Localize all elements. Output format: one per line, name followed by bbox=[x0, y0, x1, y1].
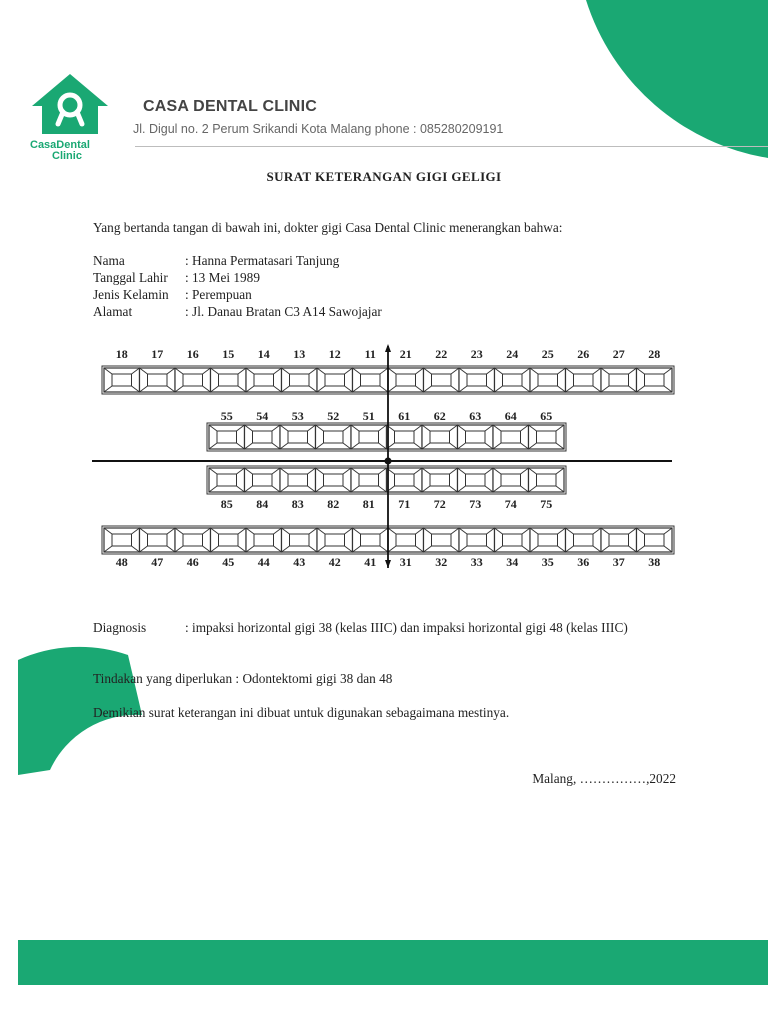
tooth-44 bbox=[246, 528, 282, 552]
tooth-number-label: 42 bbox=[328, 555, 341, 569]
tooth-27 bbox=[601, 368, 637, 392]
tooth-number-label: 35 bbox=[541, 555, 554, 569]
field-label: Alamat bbox=[93, 304, 133, 319]
tooth-52 bbox=[316, 425, 352, 449]
tooth-72 bbox=[422, 468, 458, 492]
tooth-number-label: 27 bbox=[612, 347, 625, 361]
tooth-75 bbox=[529, 468, 565, 492]
field-value: : Hanna Permatasari Tanjung bbox=[185, 253, 340, 268]
tooth-32 bbox=[424, 528, 460, 552]
tooth-number-label: 36 bbox=[577, 555, 590, 569]
diagnosis-text bbox=[93, 620, 683, 636]
tooth-number-label: 24 bbox=[506, 347, 519, 361]
tooth-number-label: 34 bbox=[506, 555, 519, 569]
field-label: Tanggal Lahir bbox=[93, 270, 168, 285]
tooth-number-label: 84 bbox=[256, 497, 269, 511]
diagnosis-label: Diagnosis bbox=[93, 620, 147, 635]
tooth-71 bbox=[387, 468, 423, 492]
tooth-84 bbox=[245, 468, 281, 492]
tooth-34 bbox=[495, 528, 531, 552]
field-value: : Perempuan bbox=[185, 287, 252, 302]
tooth-33 bbox=[459, 528, 495, 552]
tooth-number-label: 52 bbox=[327, 409, 340, 423]
tooth-17 bbox=[140, 368, 176, 392]
tooth-number-label: 74 bbox=[504, 497, 517, 511]
tooth-13 bbox=[282, 368, 318, 392]
tooth-25 bbox=[530, 368, 566, 392]
tooth-number-label: 37 bbox=[612, 555, 625, 569]
field-label: Jenis Kelamin bbox=[93, 287, 169, 302]
tooth-36 bbox=[566, 528, 602, 552]
tooth-42 bbox=[317, 528, 353, 552]
tooth-73 bbox=[458, 468, 494, 492]
tooth-number-label: 55 bbox=[220, 409, 233, 423]
field-row bbox=[93, 270, 260, 286]
tooth-number-label: 17 bbox=[151, 347, 164, 361]
tooth-81 bbox=[351, 468, 387, 492]
tooth-number-label: 43 bbox=[293, 555, 306, 569]
tooth-number-label: 71 bbox=[398, 497, 411, 511]
tooth-82 bbox=[316, 468, 352, 492]
tooth-47 bbox=[140, 528, 176, 552]
tooth-51 bbox=[351, 425, 387, 449]
tooth-number-label: 75 bbox=[540, 497, 553, 511]
tooth-43 bbox=[282, 528, 318, 552]
tooth-83 bbox=[280, 468, 316, 492]
tooth-62 bbox=[422, 425, 458, 449]
tooth-number-label: 64 bbox=[504, 409, 517, 423]
tooth-46 bbox=[175, 528, 211, 552]
tooth-number-label: 16 bbox=[186, 347, 199, 361]
top-right-arc bbox=[586, 0, 768, 158]
treatment-value: : Odontektomi gigi 38 dan 48 bbox=[232, 671, 393, 686]
tooth-45 bbox=[211, 528, 247, 552]
logo-line-2: Clinic bbox=[52, 150, 82, 162]
tooth-38 bbox=[637, 528, 673, 552]
tooth-number-label: 48 bbox=[115, 555, 128, 569]
tooth-number-label: 61 bbox=[398, 409, 411, 423]
place-date: Malang, ……………,2022 bbox=[532, 771, 676, 786]
tooth-number-label: 44 bbox=[257, 555, 270, 569]
tooth-number-label: 28 bbox=[648, 347, 661, 361]
tooth-14 bbox=[246, 368, 282, 392]
tooth-number-label: 41 bbox=[364, 555, 377, 569]
tooth-16 bbox=[175, 368, 211, 392]
tooth-74 bbox=[493, 468, 529, 492]
tooth-21 bbox=[388, 368, 424, 392]
tooth-number-label: 45 bbox=[222, 555, 235, 569]
tooth-number-label: 22 bbox=[435, 347, 448, 361]
field-label: Nama bbox=[93, 253, 125, 268]
tooth-number-label: 54 bbox=[256, 409, 269, 423]
tooth-48 bbox=[104, 528, 140, 552]
treatment-text bbox=[93, 671, 392, 687]
tooth-54 bbox=[245, 425, 281, 449]
tooth-65 bbox=[529, 425, 565, 449]
tooth-12 bbox=[317, 368, 353, 392]
tooth-number-label: 51 bbox=[362, 409, 375, 423]
tooth-37 bbox=[601, 528, 637, 552]
tooth-number-label: 23 bbox=[470, 347, 483, 361]
tooth-number-label: 73 bbox=[469, 497, 482, 511]
midline-center-dot bbox=[385, 458, 392, 465]
header-divider bbox=[135, 146, 768, 147]
clinic-logo-icon bbox=[28, 72, 112, 142]
tooth-63 bbox=[458, 425, 494, 449]
arrow-down-icon bbox=[385, 560, 391, 568]
tooth-number-label: 14 bbox=[257, 347, 270, 361]
tooth-number-label: 33 bbox=[470, 555, 483, 569]
tooth-number-label: 85 bbox=[220, 497, 233, 511]
tooth-11 bbox=[353, 368, 389, 392]
tooth-85 bbox=[209, 468, 245, 492]
tooth-number-label: 31 bbox=[399, 555, 412, 569]
tooth-41 bbox=[353, 528, 389, 552]
tooth-26 bbox=[566, 368, 602, 392]
field-value: : Jl. Danau Bratan C3 A14 Sawojajar bbox=[185, 304, 382, 319]
tooth-number-label: 15 bbox=[222, 347, 235, 361]
tooth-35 bbox=[530, 528, 566, 552]
tooth-24 bbox=[495, 368, 531, 392]
tooth-number-label: 32 bbox=[435, 555, 448, 569]
tooth-number-label: 18 bbox=[115, 347, 128, 361]
tooth-number-label: 13 bbox=[293, 347, 306, 361]
tooth-number-label: 47 bbox=[151, 555, 164, 569]
tooth-number-label: 53 bbox=[291, 409, 304, 423]
tooth-number-label: 38 bbox=[648, 555, 661, 569]
field-row bbox=[93, 253, 339, 269]
closing-text: Demikian surat keterangan ini dibuat untuk digunakan sebagaimana mestinya. bbox=[93, 705, 510, 720]
tooth-number-label: 82 bbox=[327, 497, 340, 511]
tooth-number-label: 65 bbox=[540, 409, 553, 423]
tooth-28 bbox=[637, 368, 673, 392]
tooth-23 bbox=[459, 368, 495, 392]
field-row bbox=[93, 304, 382, 320]
diagnosis-value: : impaksi horizontal gigi 38 (kelas IIIC) dan impaksi horizontal gigi 48 (kelas IIIC) bbox=[185, 620, 628, 635]
tooth-61 bbox=[387, 425, 423, 449]
tooth-number-label: 72 bbox=[433, 497, 446, 511]
tooth-53 bbox=[280, 425, 316, 449]
tooth-15 bbox=[211, 368, 247, 392]
document-title: SURAT KETERANGAN GIGI GELIGI bbox=[266, 169, 502, 184]
treatment-label: Tindakan yang diperlukan bbox=[93, 671, 233, 686]
tooth-number-label: 62 bbox=[433, 409, 446, 423]
odontogram-chart bbox=[92, 340, 676, 575]
tooth-64 bbox=[493, 425, 529, 449]
tooth-18 bbox=[104, 368, 140, 392]
clinic-address: Jl. Digul no. 2 Perum Srikandi Kota Malang phone : 085280209191 bbox=[133, 122, 504, 136]
tooth-number-label: 11 bbox=[364, 347, 376, 361]
tooth-number-label: 26 bbox=[577, 347, 590, 361]
clinic-name: CASA DENTAL CLINIC bbox=[143, 98, 317, 115]
field-value: : 13 Mei 1989 bbox=[185, 270, 260, 285]
tooth-number-label: 63 bbox=[469, 409, 482, 423]
intro-text: Yang bertanda tangan di bawah ini, dokter gigi Casa Dental Clinic menerangkan bahwa: bbox=[93, 220, 563, 235]
tooth-number-label: 21 bbox=[399, 347, 412, 361]
tooth-55 bbox=[209, 425, 245, 449]
field-row bbox=[93, 287, 252, 303]
tooth-22 bbox=[424, 368, 460, 392]
tooth-number-label: 83 bbox=[291, 497, 304, 511]
footer-band bbox=[18, 940, 768, 985]
logo-wordmark bbox=[30, 140, 90, 162]
logo-line-1: CasaDental bbox=[30, 139, 90, 151]
tooth-number-label: 25 bbox=[541, 347, 554, 361]
tooth-number-label: 46 bbox=[186, 555, 199, 569]
tooth-number-label: 12 bbox=[328, 347, 341, 361]
arrow-up-icon bbox=[385, 344, 391, 352]
tooth-31 bbox=[388, 528, 424, 552]
tooth-number-label: 81 bbox=[362, 497, 375, 511]
